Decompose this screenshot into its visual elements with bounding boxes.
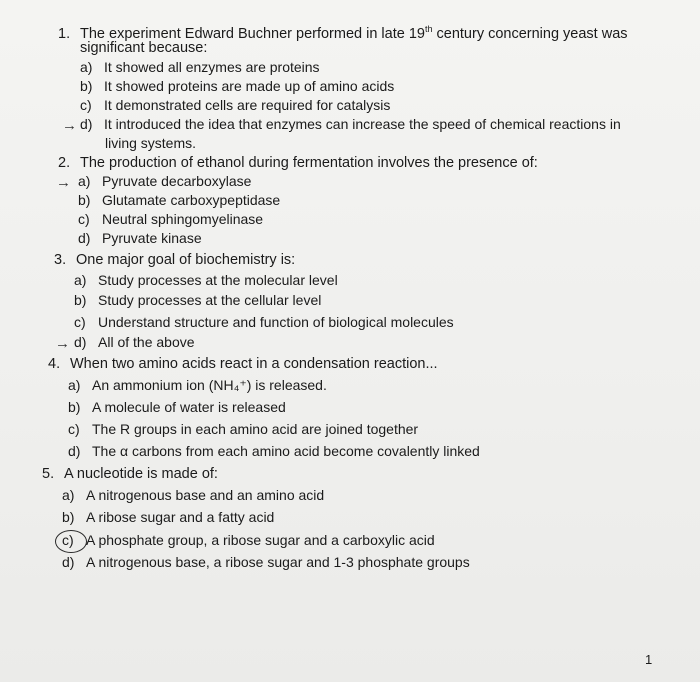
option-2a: a) Pyruvate decarboxylase [78,173,252,189]
option-1d-continued: living systems. [105,135,197,151]
option-4a: a) An ammonium ion (NH₄⁺) is released. [68,377,327,393]
option-5c: c) A phosphate group, a ribose sugar and a carboxylic acid [62,532,435,548]
hand-drawn-arrow-icon: → [56,174,71,191]
option-3a: a) Study processes at the molecular level [74,272,338,288]
question-4: 4. When two amino acids react in a condensation reaction... [48,356,438,372]
option-5d: d) A nitrogenous base, a ribose sugar and 1-3 phosphate groups [62,554,470,570]
option-2d: d) Pyruvate kinase [78,230,202,246]
option-5b: b) A ribose sugar and a fatty acid [62,509,275,525]
option-5a: a) A nitrogenous base and an amino acid [62,487,325,503]
option-1c: c) It demonstrated cells are required for catalysis [80,97,391,113]
question-text-end: century concerning yeast was [432,25,628,42]
option-3c: c) Understand structure and function of biological molecules [74,314,454,330]
option-4b: b) A molecule of water is released [68,399,286,415]
hand-drawn-arrow-icon: → [55,335,70,352]
option-1b: b) It showed proteins are made up of amino acids [80,78,395,94]
question-text: The experiment Edward Buchner performed in late 19 [80,25,425,42]
question-5: 5. A nucleotide is made of: [42,466,218,482]
option-4d: d) The α carbons from each amino acid become covalently linked [68,443,480,459]
question-2: 2. The production of ethanol during fermentation involves the presence of: [58,155,538,171]
page-number: 1 [645,652,653,667]
question-number: 1. [58,25,71,42]
option-4c: c) The R groups in each amino acid are joined together [68,421,419,437]
option-1a: a) It showed all enzymes are proteins [80,59,320,75]
option-2c: c) Neutral sphingomyelinase [78,211,264,227]
question-3: 3. One major goal of biochemistry is: [54,252,296,268]
hand-drawn-arrow-icon: → [62,117,77,134]
option-3b: b) Study processes at the cellular level [74,292,322,308]
question-1-line2: significant because: [80,40,208,56]
option-2b: b) Glutamate carboxypeptidase [78,192,281,208]
option-3d: d) All of the above [74,334,195,350]
option-1d: d) It introduced the idea that enzymes can increase the speed of chemical reactions in [80,116,621,132]
superscript: th [424,24,433,34]
